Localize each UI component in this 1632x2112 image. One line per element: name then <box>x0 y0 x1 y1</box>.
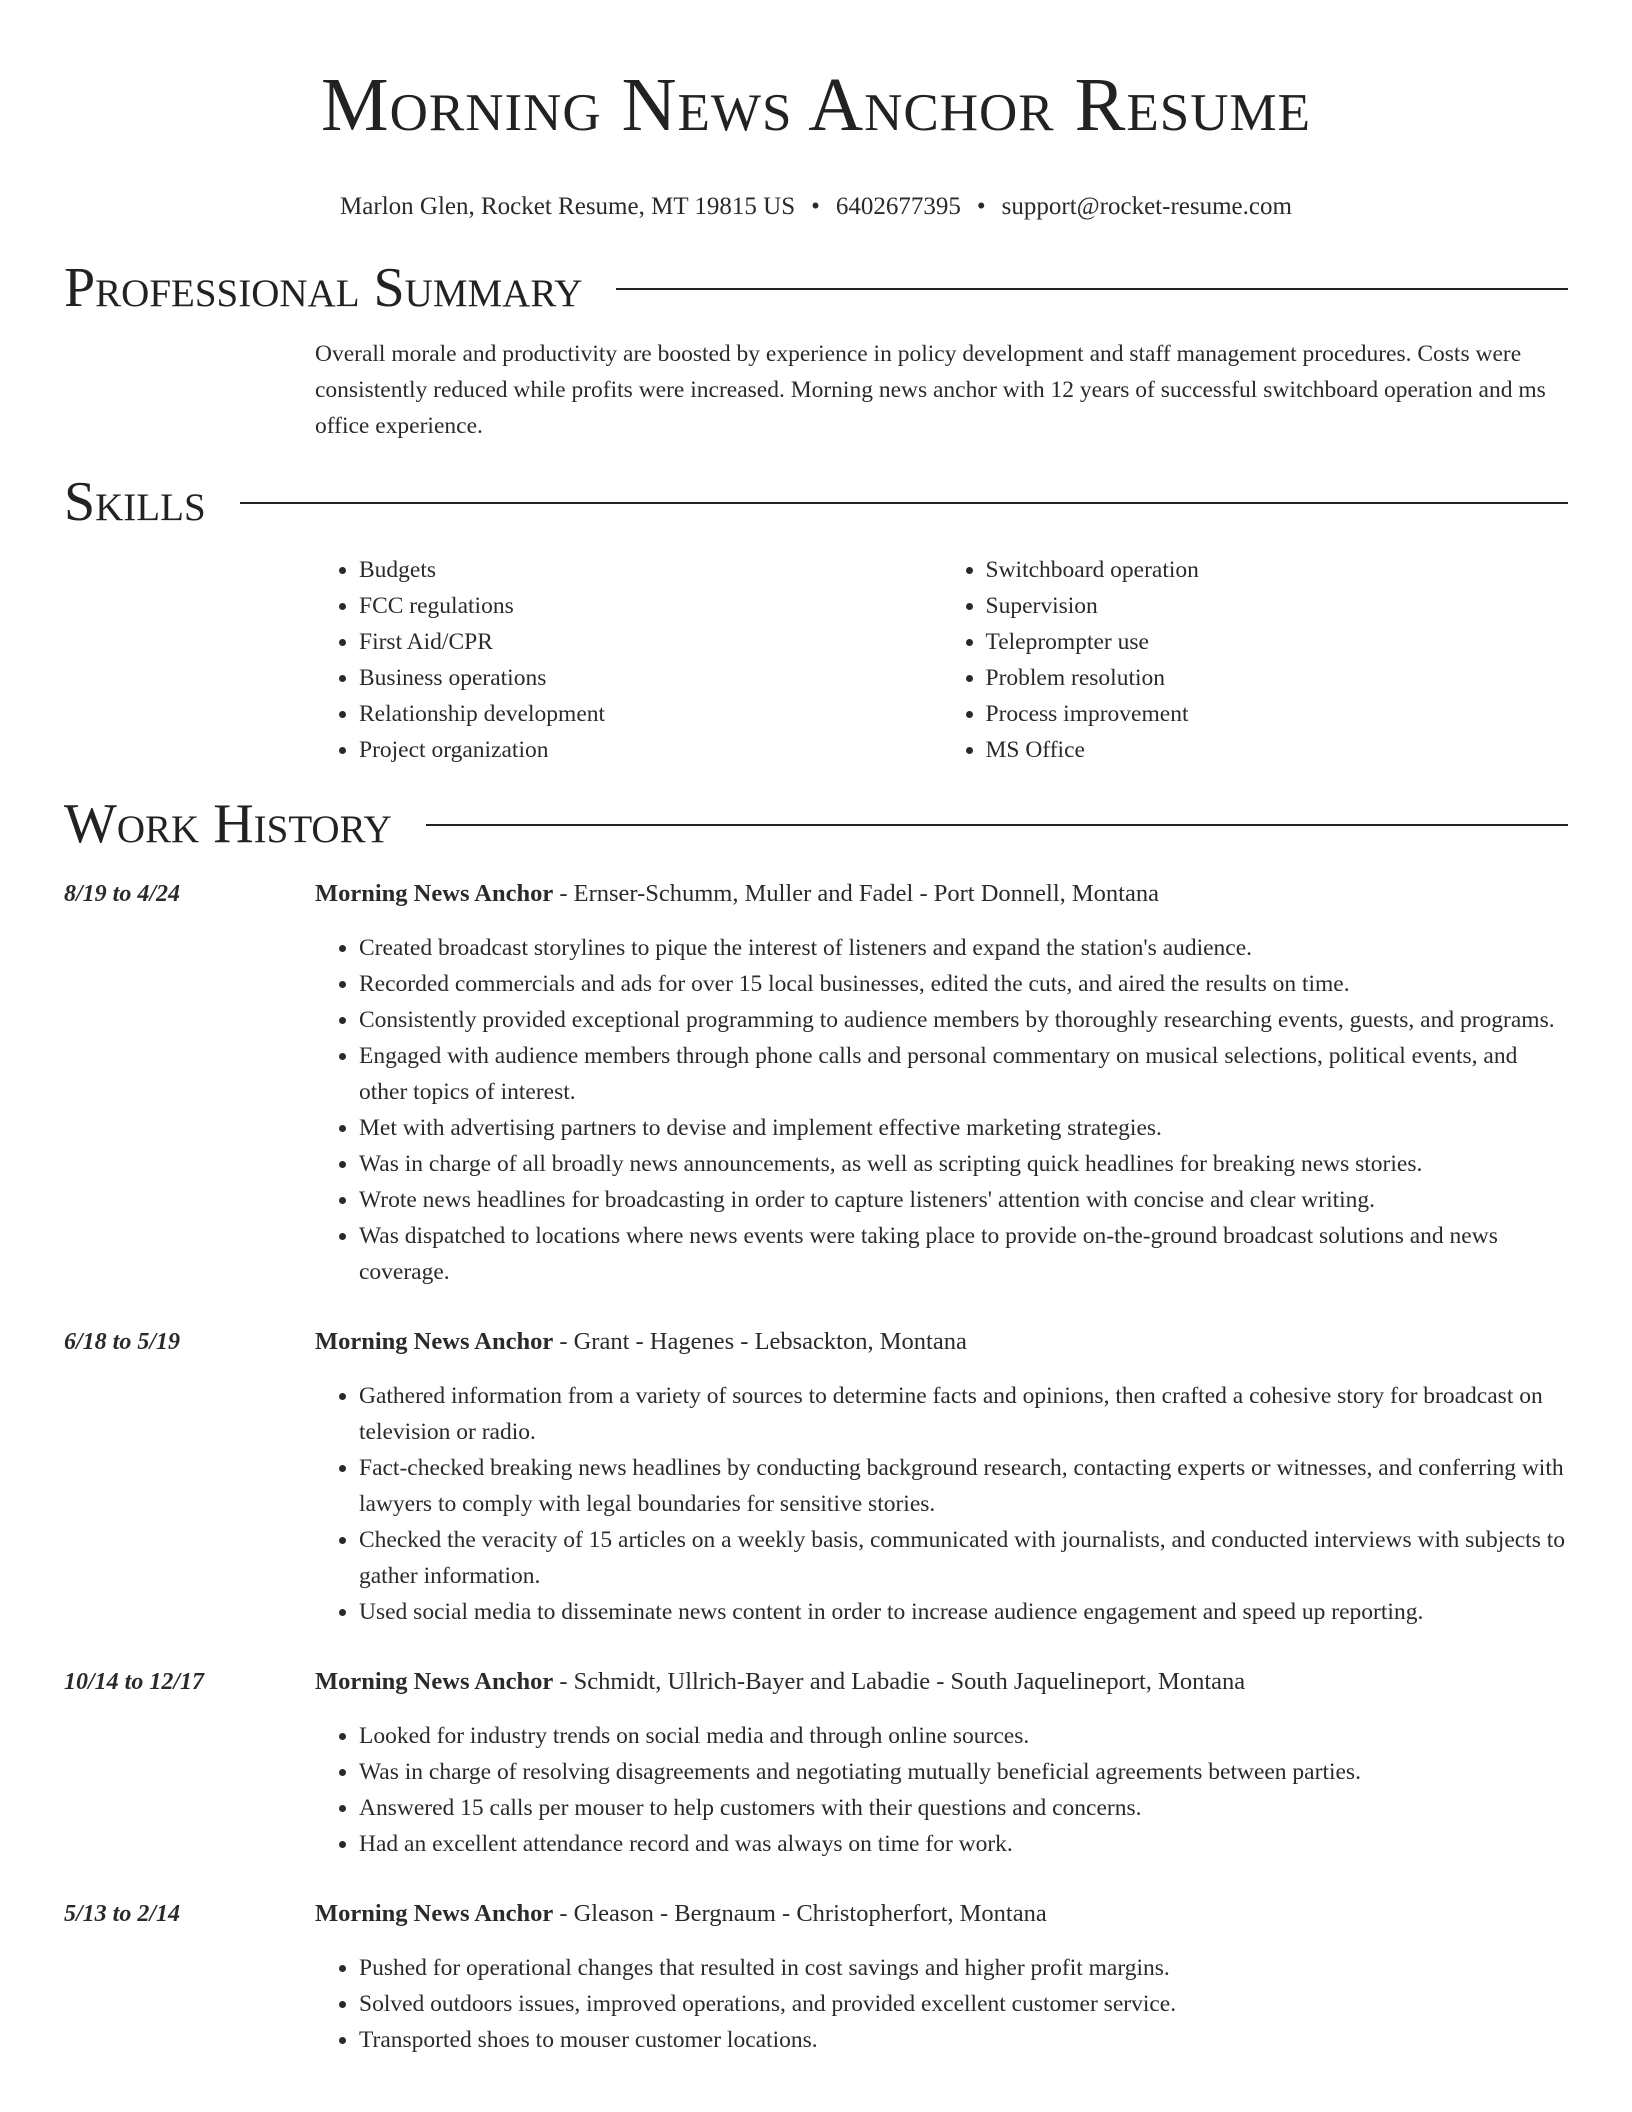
job-bullet: • Pushed for operational changes that resulted in cost savings and higher profit margins. <box>359 1950 1568 1986</box>
job-bullet: • Was dispatched to locations where news events were taking place to provide on-the-ground broadcast solutions and news coverage. <box>359 1218 1568 1290</box>
job-bullet: • Transported shoes to mouser customer locations. <box>359 2022 1568 2058</box>
skill-item: • Switchboard operation <box>986 552 1569 588</box>
contact-email[interactable]: support@rocket-resume.com <box>1001 193 1292 220</box>
skill-item: • Budgets <box>359 552 942 588</box>
job-body <box>315 1664 1568 1862</box>
job-employer-location: - Schmidt, Ullrich-Bayer and Labadie - South Jaquelineport, Montana <box>553 1668 1246 1695</box>
job-bullet-list <box>315 1378 1568 1630</box>
skill-item: • Problem resolution <box>986 660 1569 696</box>
contact-separator: • <box>811 193 820 220</box>
section-heading-work-history: Work History <box>64 793 392 855</box>
job-heading <box>315 1664 1568 1700</box>
job-bullet-list <box>315 1950 1568 2058</box>
job-bullet: • Checked the veracity of 15 articles on a weekly basis, communicated with journalists, and conducted interviews with subjects to gather information. <box>359 1522 1568 1594</box>
job-bullet-list <box>315 1718 1568 1862</box>
job-bullet: • Was in charge of resolving disagreements and negotiating mutually beneficial agreements between parties. <box>359 1754 1568 1790</box>
job-entry <box>64 1896 1568 2058</box>
job-employer-location: - Grant - Hagenes - Lebsackton, Montana <box>553 1328 967 1355</box>
work-history-header <box>64 792 1568 856</box>
skill-item: • FCC regulations <box>359 588 942 624</box>
skill-item: • Teleprompter use <box>986 624 1569 660</box>
job-body <box>315 1324 1568 1630</box>
work-history-list <box>64 876 1568 2058</box>
job-bullet: • Solved outdoors issues, improved operations, and provided excellent customer service. <box>359 1986 1568 2022</box>
job-title: Morning News Anchor <box>315 1668 554 1695</box>
job-body <box>315 1896 1568 2058</box>
job-body <box>315 876 1568 1290</box>
job-bullet: • Consistently provided exceptional programming to audience members by thoroughly researching events, guests, and programs. <box>359 1002 1568 1038</box>
job-bullet: • Was in charge of all broadly news announcements, as well as scripting quick headlines for breaking news stories. <box>359 1146 1568 1182</box>
job-employer-location: - Gleason - Bergnaum - Christopherfort, Montana <box>553 1900 1047 1927</box>
job-bullet: • Wrote news headlines for broadcasting in order to capture listeners' attention with concise and clear writing. <box>359 1182 1568 1218</box>
contact-address: Marlon Glen, Rocket Resume, MT 19815 US <box>340 193 796 220</box>
job-heading <box>315 1896 1568 1932</box>
job-entry <box>64 876 1568 1290</box>
resume-title: Morning News Anchor Resume <box>321 63 1311 147</box>
job-dates: 6/18 to 5/19 <box>64 1329 181 1355</box>
job-entry <box>64 1324 1568 1630</box>
summary-text: Overall morale and productivity are boosted by experience in policy development and staff management procedures. Costs were consistently reduced while profits were increased. Morning news anchor with 12 years of successful switchboard operation and ms office experience. <box>315 341 1546 439</box>
skill-item: • Supervision <box>986 588 1569 624</box>
job-bullet: • Engaged with audience members through phone calls and personal commentary on musical selections, political events, and other topics of interest. <box>359 1038 1568 1110</box>
skills-header <box>64 470 1568 534</box>
job-employer-location: - Ernser-Schumm, Muller and Fadel - Port Donnell, Montana <box>553 880 1159 907</box>
skills-grid <box>315 552 1568 768</box>
job-bullet: • Used social media to disseminate news content in order to increase audience engagement and speed up reporting. <box>359 1594 1568 1630</box>
job-title: Morning News Anchor <box>315 1900 554 1927</box>
section-divider <box>240 502 1568 504</box>
contact-separator: • <box>976 193 986 220</box>
skill-item: • Business operations <box>359 660 942 696</box>
skill-item: • MS Office <box>986 732 1569 768</box>
job-dates: 5/13 to 2/14 <box>64 1901 181 1927</box>
job-heading <box>315 876 1568 912</box>
job-title: Morning News Anchor <box>315 880 554 907</box>
job-bullet: • Had an excellent attendance record and was always on time for work. <box>359 1826 1568 1862</box>
job-heading <box>315 1324 1568 1360</box>
skills-list-left <box>315 552 942 768</box>
job-bullet: • Looked for industry trends on social media and through online sources. <box>359 1718 1568 1754</box>
skill-item: • Project organization <box>359 732 942 768</box>
job-bullet: • Met with advertising partners to devise and implement effective marketing strategies. <box>359 1110 1568 1146</box>
section-divider <box>426 824 1568 826</box>
job-dates: 8/19 to 4/24 <box>64 881 181 907</box>
contact-line <box>64 192 1568 222</box>
skill-item: • Relationship development <box>359 696 942 732</box>
job-bullet: • Fact-checked breaking news headlines by conducting background research, contacting experts or witnesses, and conferring with lawyers to comply with legal boundaries for sensitive stories. <box>359 1450 1568 1522</box>
skill-item: • Process improvement <box>986 696 1569 732</box>
contact-phone: 6402677395 <box>835 193 961 220</box>
section-divider <box>616 288 1568 290</box>
job-bullet: • Answered 15 calls per mouser to help customers with their questions and concerns. <box>359 1790 1568 1826</box>
job-bullet-list <box>315 930 1568 1290</box>
job-entry <box>64 1664 1568 1862</box>
section-heading-skills: Skills <box>64 471 206 533</box>
job-title: Morning News Anchor <box>315 1328 554 1355</box>
section-heading-summary: Professional Summary <box>64 257 583 319</box>
professional-summary-header <box>64 256 1568 320</box>
job-bullet: • Recorded commercials and ads for over 15 local businesses, edited the cuts, and aired the results on time. <box>359 966 1568 1002</box>
job-dates: 10/14 to 12/17 <box>64 1669 205 1695</box>
job-bullet: • Created broadcast storylines to pique the interest of listeners and expand the station's audience. <box>359 930 1568 966</box>
skill-item: • First Aid/CPR <box>359 624 942 660</box>
job-bullet: • Gathered information from a variety of sources to determine facts and opinions, then crafted a cohesive story for broadcast on television or radio. <box>359 1378 1568 1450</box>
skills-list-right <box>942 552 1569 768</box>
